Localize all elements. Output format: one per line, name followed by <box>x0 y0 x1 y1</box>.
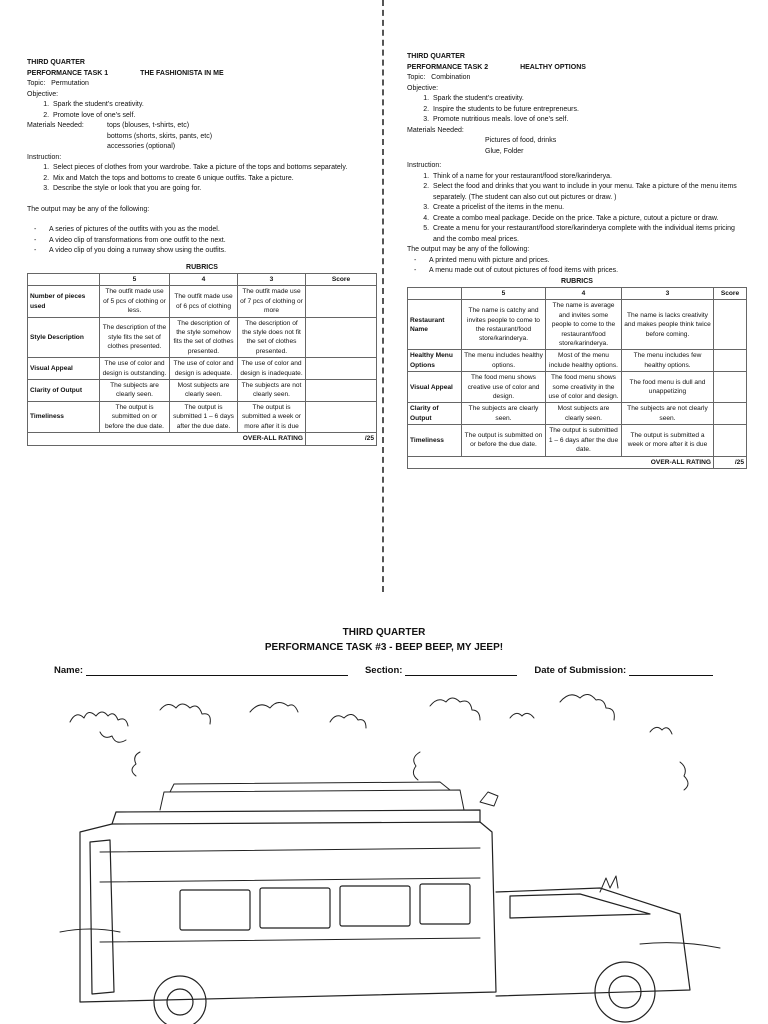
task1-materials-label: Materials Needed: <box>27 122 84 129</box>
header-cell: 3 <box>622 288 714 300</box>
list-item: 5. Create a menu for your restaurant/food store/karinderya complete with the individual items pricing and the combo meal prices. <box>431 224 747 245</box>
table-cell: The subjects are not clearly seen. <box>238 380 306 402</box>
table-cell: The use of color and design is adequate. <box>170 358 238 380</box>
table-cell: The output is submitted on or before the due date. <box>462 425 546 456</box>
task1-rubrics-table <box>27 273 377 446</box>
task2-outputs <box>407 256 747 277</box>
task2-materials-list <box>407 136 747 157</box>
table-cell: The subjects are clearly seen. <box>100 380 170 402</box>
table-row <box>408 350 747 372</box>
table-row <box>28 317 377 358</box>
jeepney-illustration <box>40 692 768 1024</box>
score-cell <box>306 380 377 402</box>
criterion-cell: Number of pieces used <box>28 286 100 317</box>
score-cell <box>306 401 377 432</box>
list-item: - A video clip of transformations from one outfit to the next. <box>27 236 377 247</box>
section-blank[interactable] <box>405 665 517 676</box>
task1-topic-value: Permutation <box>51 80 89 87</box>
table-cell: The food menu shows some creativity in the use of color and design. <box>546 372 622 403</box>
criterion-cell: Clarity of Output <box>28 380 100 402</box>
header-cell: 3 <box>238 274 306 286</box>
table-cell: The use of color and design is inadequate. <box>238 358 306 380</box>
task3-quarter: THIRD QUARTER <box>342 627 426 638</box>
task1-objective-label: Objective: <box>27 90 59 98</box>
list-item: 2. Inspire the students to be future entrepreneurs. <box>431 105 747 116</box>
list-item: Pictures of food, drinks <box>485 137 557 144</box>
list-item: - A menu made out of cutout pictures of food items with prices. <box>407 266 747 277</box>
task1-quarter: THIRD QUARTER <box>27 59 85 66</box>
table-row <box>408 300 747 350</box>
criterion-cell: Healthy Menu Options <box>408 350 462 372</box>
table-row <box>28 401 377 432</box>
header-cell <box>28 274 100 286</box>
table-cell: The name is lacks creativity and makes people think twice before coming. <box>622 300 714 350</box>
task1-panel <box>27 58 377 446</box>
task1-materials <box>27 121 377 153</box>
task1-topic-label: Topic: <box>27 80 46 87</box>
task2-panel <box>407 52 747 469</box>
header-cell: 5 <box>100 274 170 286</box>
table-cell: The name is catchy and invites people to come to the restaurant/food store/karinderya. <box>462 300 546 350</box>
criterion-cell: Visual Appeal <box>408 372 462 403</box>
table-cell: Most subjects are clearly seen. <box>546 403 622 425</box>
table-cell: The use of color and design is outstanding. <box>100 358 170 380</box>
list-item: 4. Create a combo meal package. Decide on the price. Take a picture, cutout a picture or draw. <box>431 214 747 225</box>
table-cell: The food menu shows creative use of color and design. <box>462 372 546 403</box>
table-cell: The output is submitted on or before the due date. <box>100 401 170 432</box>
table-cell: The description of the style somehow fits the set of clothes presented. <box>170 317 238 358</box>
score-cell <box>714 425 747 456</box>
list-item: - A series of pictures of the outfits with you as the model. <box>27 225 377 236</box>
list-item: 3. Create a pricelist of the items in the menu. <box>431 203 747 214</box>
list-item: Glue, Folder <box>485 147 524 155</box>
section-label: Section: <box>364 665 403 676</box>
list-item: 1. Spark the student’s creativity. <box>431 94 747 105</box>
list-item: 1. Spark the student’s creativity. <box>51 100 377 111</box>
overall-rating-value: /25 <box>714 456 747 468</box>
list-item: 1. Think of a name for your restaurant/food store/karinderya. <box>431 172 747 183</box>
table-cell: The menu includes few healthy options. <box>622 350 714 372</box>
criterion-cell: Timeliness <box>28 401 100 432</box>
overall-rating-value: /25 <box>306 433 377 445</box>
table-row <box>28 286 377 317</box>
task2-topic <box>407 73 747 84</box>
list-item: - A printed menu with picture and prices. <box>407 256 747 267</box>
date-blank[interactable] <box>629 665 713 676</box>
task1-instructions <box>27 163 377 195</box>
table-cell: Most of the menu include healthy options. <box>546 350 622 372</box>
date-label: Date of Submission: <box>534 665 627 676</box>
task2-objectives <box>407 94 747 126</box>
task1-topic <box>27 79 377 90</box>
task2-title: HEALTHY OPTIONS <box>520 63 586 71</box>
task1-title: THE FASHIONISTA IN ME <box>140 69 224 77</box>
table-row <box>408 372 747 403</box>
page-divider <box>382 0 384 592</box>
header-cell: 4 <box>546 288 622 300</box>
tree-canopy-lines <box>60 694 720 948</box>
overall-rating-label: OVER-ALL RATING <box>28 433 306 445</box>
list-item: 2. Promote love of one’s self. <box>51 111 377 122</box>
overall-row <box>408 456 747 468</box>
header-cell <box>408 288 462 300</box>
table-cell: The output is submitted a week or more after it is due <box>622 425 714 456</box>
header-cell: 5 <box>462 288 546 300</box>
criterion-cell: Visual Appeal <box>28 358 100 380</box>
task1-materials-list <box>107 121 212 153</box>
table-row <box>28 380 377 402</box>
table-cell: The subjects are clearly seen. <box>462 403 546 425</box>
header-cell: Score <box>306 274 377 286</box>
task1-label: PERFORMANCE TASK 1 <box>27 69 109 77</box>
criterion-cell: Style Description <box>28 317 100 358</box>
table-cell: Most subjects are clearly seen. <box>170 380 238 402</box>
table-cell: The outfit made use of 7 pcs of clothing or more <box>238 286 306 317</box>
task2-materials-label: Materials Needed: <box>407 126 464 134</box>
criterion-cell: Restaurant Name <box>408 300 462 350</box>
score-cell <box>714 403 747 425</box>
list-item: bottoms (shorts, skirts, pants, etc) <box>107 132 213 140</box>
task1-heading <box>27 69 377 80</box>
list-item: 3. Describe the style or look that you are going for. <box>51 184 377 195</box>
task2-rubrics-table <box>407 287 747 469</box>
task2-objective-label: Objective: <box>407 84 439 92</box>
task1-output-intro: The output may be any of the following: <box>27 205 150 213</box>
overall-rating-label: OVER-ALL RATING <box>408 456 714 468</box>
table-row <box>28 358 377 380</box>
task2-topic-value: Combination <box>431 74 471 81</box>
score-cell <box>306 358 377 380</box>
list-item: tops (blouses, t-shirts, etc) <box>107 122 190 129</box>
name-blank[interactable] <box>86 665 348 676</box>
name-label: Name: <box>54 665 84 676</box>
table-cell: The subjects are not clearly seen. <box>622 403 714 425</box>
table-header-row <box>408 288 747 300</box>
table-cell: The outfit made use of 6 pcs of clothing <box>170 286 238 317</box>
task3-title: PERFORMANCE TASK #3 - BEEP BEEP, MY JEEP! <box>264 642 504 653</box>
task2-instructions <box>407 172 747 246</box>
score-cell <box>714 372 747 403</box>
table-cell: The output is submitted 1 – 6 days after the due date. <box>546 425 622 456</box>
list-item: - A video clip of you doing a runway show using the outfits. <box>27 246 377 257</box>
score-cell <box>306 286 377 317</box>
score-cell <box>714 350 747 372</box>
overall-row <box>28 433 377 445</box>
table-cell: The food menu is dull and unappetizing <box>622 372 714 403</box>
task1-rubrics-title: RUBRICS <box>186 263 218 271</box>
task2-output-intro: The output may be any of the following: <box>407 246 530 253</box>
task1-outputs <box>27 225 377 257</box>
task2-quarter: THIRD QUARTER <box>407 53 465 60</box>
table-cell: The outfit made use of 5 pcs of clothing or less. <box>100 286 170 317</box>
task2-heading <box>407 63 747 74</box>
table-cell: The description of the style does not fit the set of clothes presented. <box>238 317 306 358</box>
score-cell <box>306 317 377 358</box>
table-cell: The output is submitted a week or more after it is due <box>238 401 306 432</box>
task2-instruction-label: Instruction: <box>407 162 442 169</box>
list-item: 2. Mix and Match the tops and bottoms to create 6 unique outfits. Take a picture. <box>51 174 377 185</box>
task2-topic-label: Topic: <box>407 74 426 81</box>
jeepney-outline <box>80 782 690 1024</box>
table-cell: The menu includes healthy options. <box>462 350 546 372</box>
table-cell: The description of the style fits the set of clothes presented. <box>100 317 170 358</box>
task2-label: PERFORMANCE TASK 2 <box>407 63 489 71</box>
list-item: 1. Select pieces of clothes from your wardrobe. Take a picture of the tops and bottoms separately. <box>51 163 377 174</box>
task1-instruction-label: Instruction: <box>27 153 62 161</box>
table-header-row <box>28 274 377 286</box>
table-row <box>408 403 747 425</box>
header-cell: Score <box>714 288 747 300</box>
table-row <box>408 425 747 456</box>
criterion-cell: Clarity of Output <box>408 403 462 425</box>
list-item: 3. Promote nutritious meals. love of one’s self. <box>431 115 747 126</box>
table-cell: The output is submitted 1 – 6 days after the due date. <box>170 401 238 432</box>
header-cell: 4 <box>170 274 238 286</box>
criterion-cell: Timeliness <box>408 425 462 456</box>
task2-rubrics-title: RUBRICS <box>561 277 593 285</box>
score-cell <box>714 300 747 350</box>
table-cell: The name is average and invites some people to come to the restaurant/food store/karinderya. <box>546 300 622 350</box>
list-item: 2. Select the food and drinks that you want to include in your menu. Take a picture of the menu items separately. (The student can also cut out pictures or draw. ) <box>431 182 747 203</box>
task3-name-line <box>54 665 713 676</box>
list-item: accessories (optional) <box>107 143 176 150</box>
task1-objectives <box>27 100 377 121</box>
